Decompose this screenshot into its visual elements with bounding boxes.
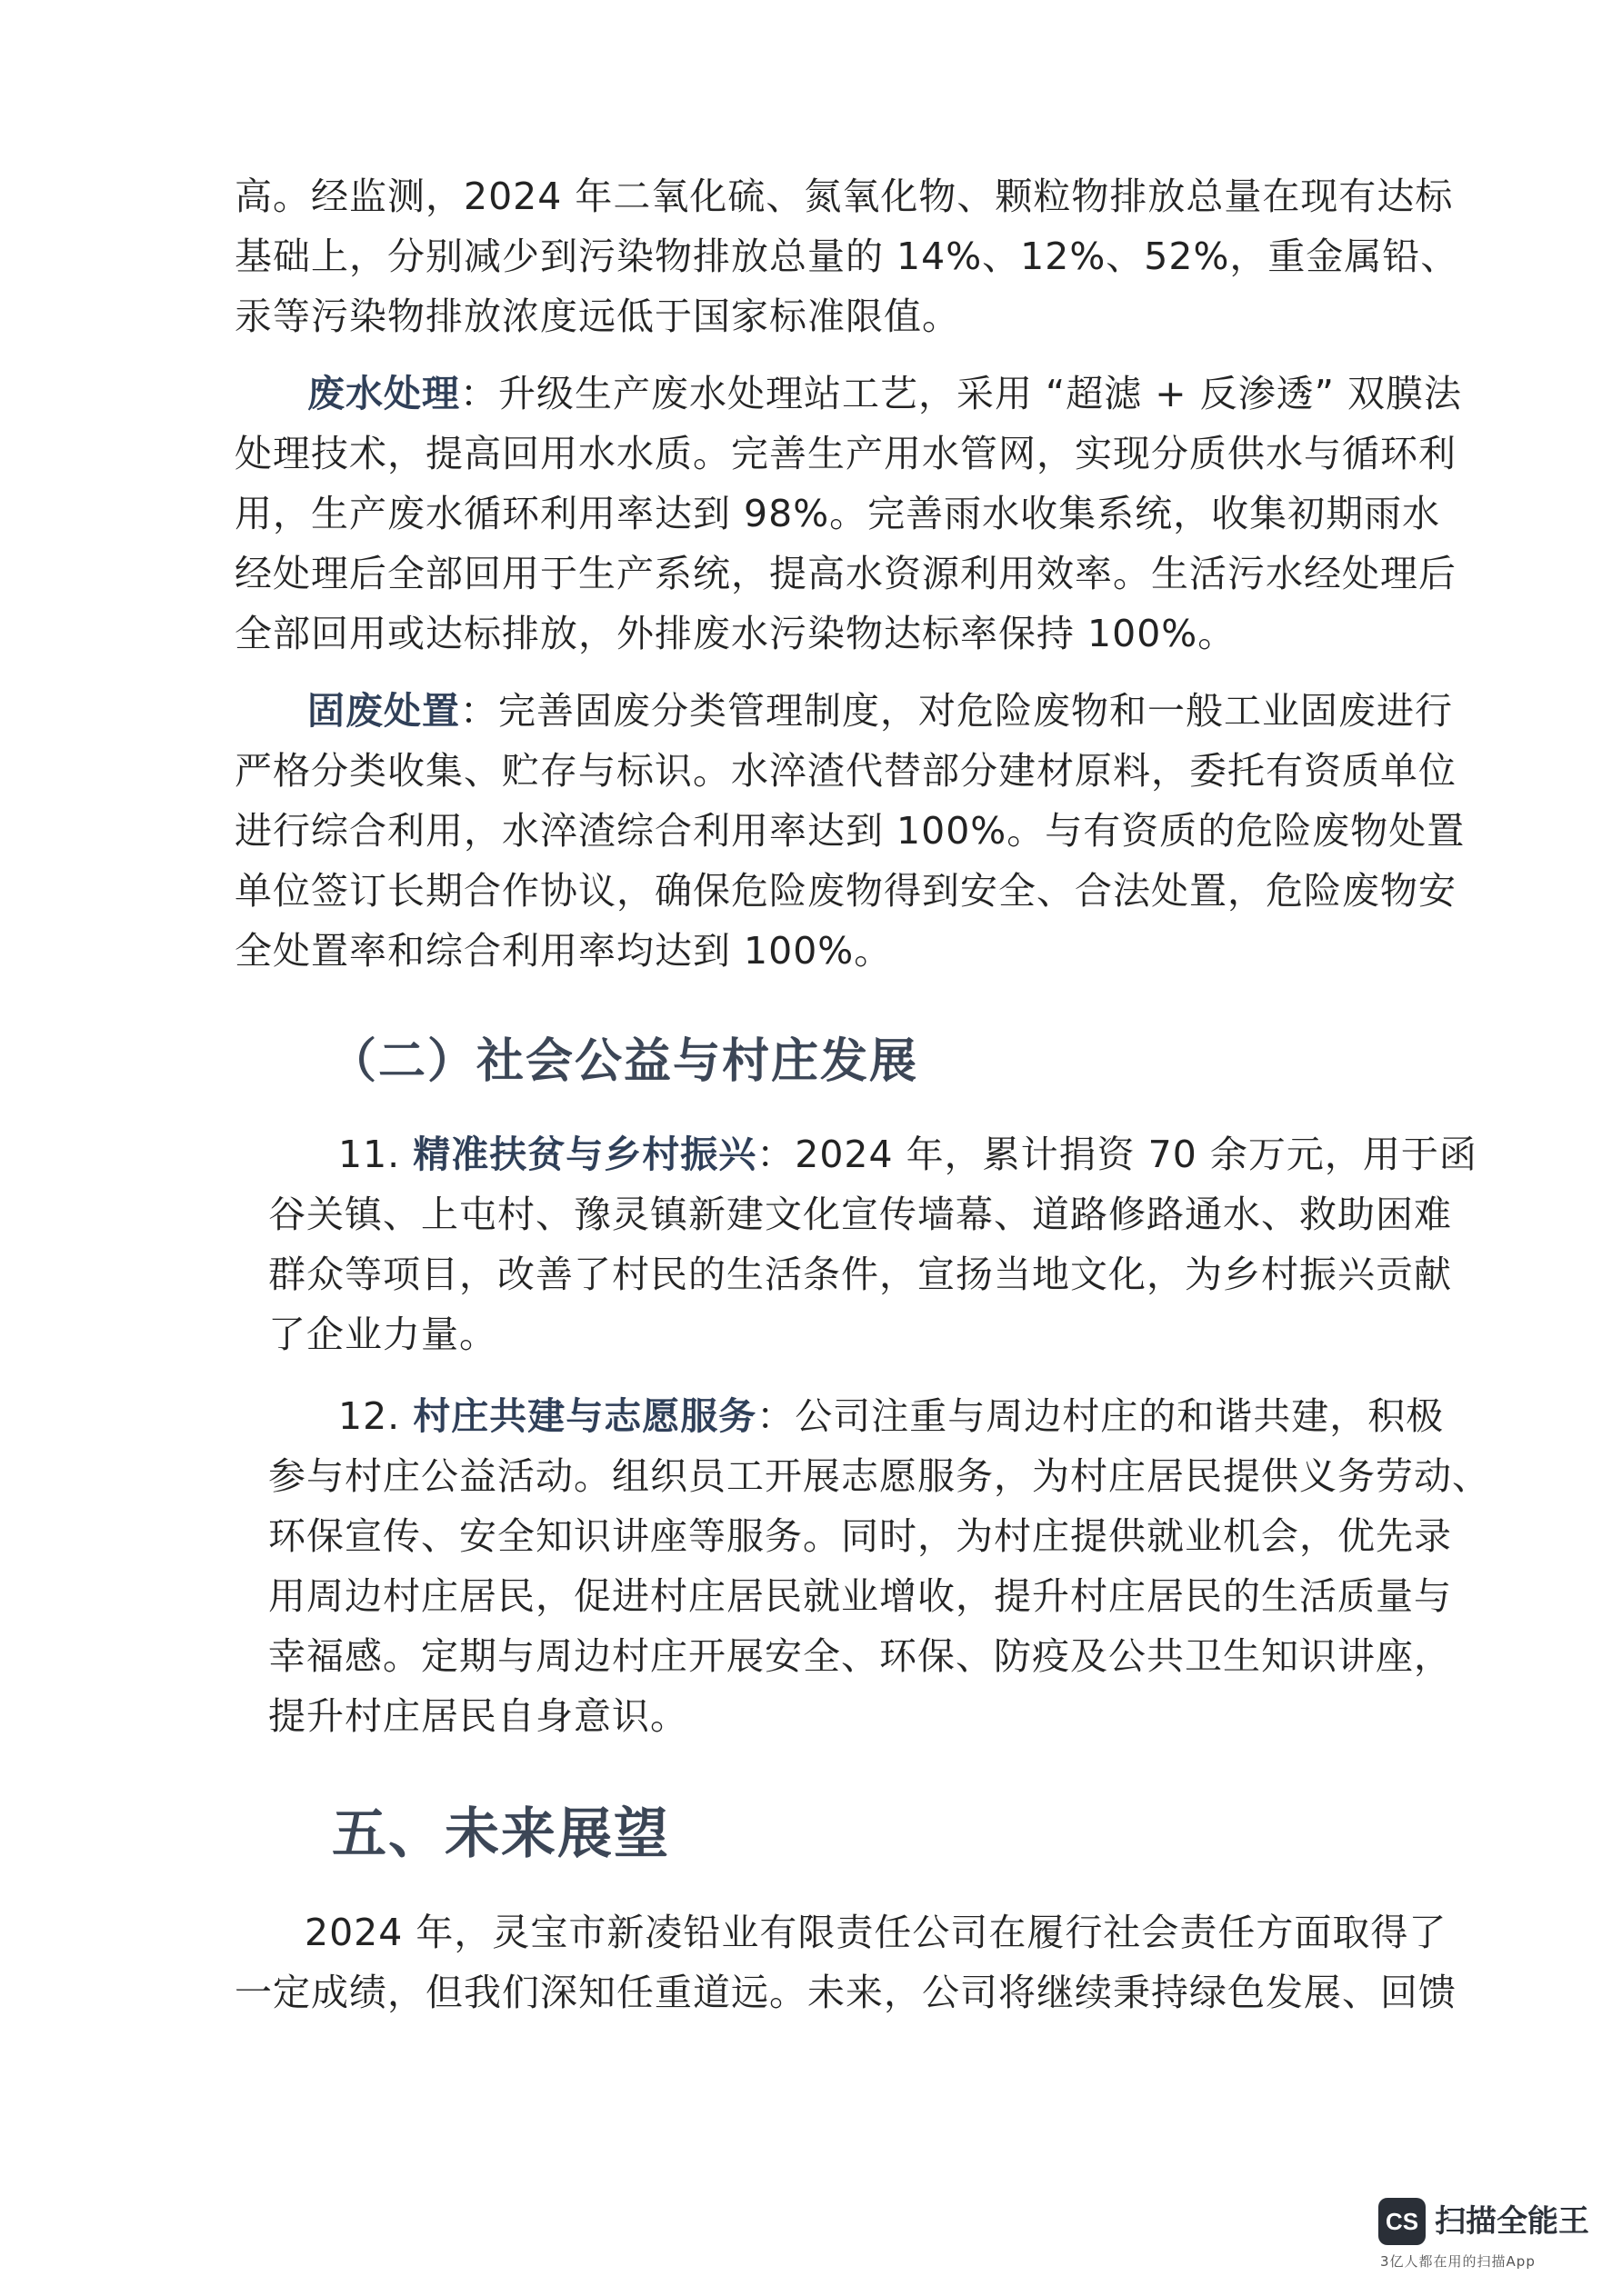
paragraph-line: 进行综合利用，水淬渣综合利用率达到 100%。与有资质的危险废物处置	[235, 809, 1466, 853]
solid-waste-first-line	[307, 685, 1453, 736]
item-number: 12.	[338, 1394, 401, 1438]
camscanner-logo-icon: CS	[1378, 2198, 1426, 2245]
paragraph-line: 高。经监测，2024 年二氧化硫、氮氧化物、颗粒物排放总量在现有达标	[235, 175, 1454, 218]
item-12-keyword: 村庄共建与志愿服务	[413, 1394, 757, 1438]
paragraph-line: 用周边村庄居民，促进村庄居民就业增收，提升村庄居民的生活质量与	[268, 1574, 1452, 1618]
paragraph-line: 处理技术，提高回用水水质。完善生产用水管网，实现分质供水与循环利	[235, 432, 1457, 475]
paragraph-line: 谷关镇、上屯村、豫灵镇新建文化宣传墙幕、道路修路通水、救助困难	[268, 1193, 1452, 1236]
paragraph-line: 2024 年，灵宝市新凌铅业有限责任公司在履行社会责任方面取得了	[305, 1911, 1447, 1954]
section-heading: （二）社会公益与村庄发展	[329, 1034, 919, 1089]
paragraph-line: 一定成绩，但我们深知任重道远。未来，公司将继续秉持绿色发展、回馈	[235, 1971, 1457, 2014]
watermark-tagline: 3亿人都在用的扫描App	[1380, 2253, 1536, 2270]
paragraph-line: 基础上，分别减少到污染物排放总量的 14%、12%、52%，重金属铅、	[235, 235, 1459, 278]
paragraph-line: 群众等项目，改善了村民的生活条件，宣扬当地文化，为乡村振兴贡献	[268, 1253, 1452, 1296]
solid-waste-keyword: 固废处置	[307, 689, 460, 733]
item-number: 11.	[338, 1133, 401, 1176]
item-12-first-line-text: ：公司注重与周边村庄的和谐共建，积极	[756, 1394, 1445, 1438]
paragraph-line: 参与村庄公益活动。组织员工开展志愿服务，为村庄居民提供义务劳动、	[268, 1454, 1490, 1498]
paragraph-line: 环保宣传、安全知识讲座等服务。同时，为村庄提供就业机会，优先录	[268, 1514, 1452, 1558]
paragraph-line: 单位签订长期合作协议，确保危险废物得到安全、合法处置，危险废物安	[235, 869, 1457, 913]
paragraph-line: 幸福感。定期与周边村庄开展安全、环保、防疫及公共卫生知识讲座，	[268, 1634, 1452, 1678]
paragraph-line: 用，生产废水循环利用率达到 98%。完善雨水收集系统，收集初期雨水	[235, 492, 1441, 535]
paragraph-line: 严格分类收集、贮存与标识。水淬渣代替部分建材原料，委托有资质单位	[235, 749, 1457, 793]
paragraph-line: 全部回用或达标排放，外排废水污染物达标率保持 100%。	[235, 612, 1237, 655]
paragraph-line: 汞等污染物排放浓度远低于国家标准限值。	[235, 294, 960, 338]
paragraph-line: 经处理后全部回用于生产系统，提高水资源利用效率。生活污水经处理后	[235, 552, 1457, 595]
scanner-watermark	[1378, 2192, 1587, 2276]
paragraph-line: 了企业力量。	[268, 1313, 497, 1356]
paragraph-line: 全处置率和综合利用率均达到 100%。	[235, 929, 893, 973]
item-11-first-line	[338, 1129, 1477, 1180]
item-11-keyword: 精准扶贫与乡村振兴	[413, 1133, 757, 1176]
item-12-first-line	[338, 1391, 1444, 1442]
item-11-first-line-text: ：2024 年，累计捐资 70 余万元，用于函	[756, 1133, 1477, 1176]
paragraph-line: 提升村庄居民自身意识。	[268, 1694, 688, 1738]
solid-waste-first-line-text: ：完善固废分类管理制度，对危险废物和一般工业固废进行	[460, 689, 1453, 733]
wastewater-first-line	[307, 368, 1462, 419]
wastewater-first-line-text: ：升级生产废水处理站工艺，采用 “超滤 + 反渗透” 双膜法	[460, 372, 1462, 415]
wastewater-keyword: 废水处理	[307, 372, 460, 415]
chapter-heading: 五、未来展望	[332, 1802, 670, 1866]
watermark-name: 扫描全能王	[1435, 2203, 1589, 2240]
